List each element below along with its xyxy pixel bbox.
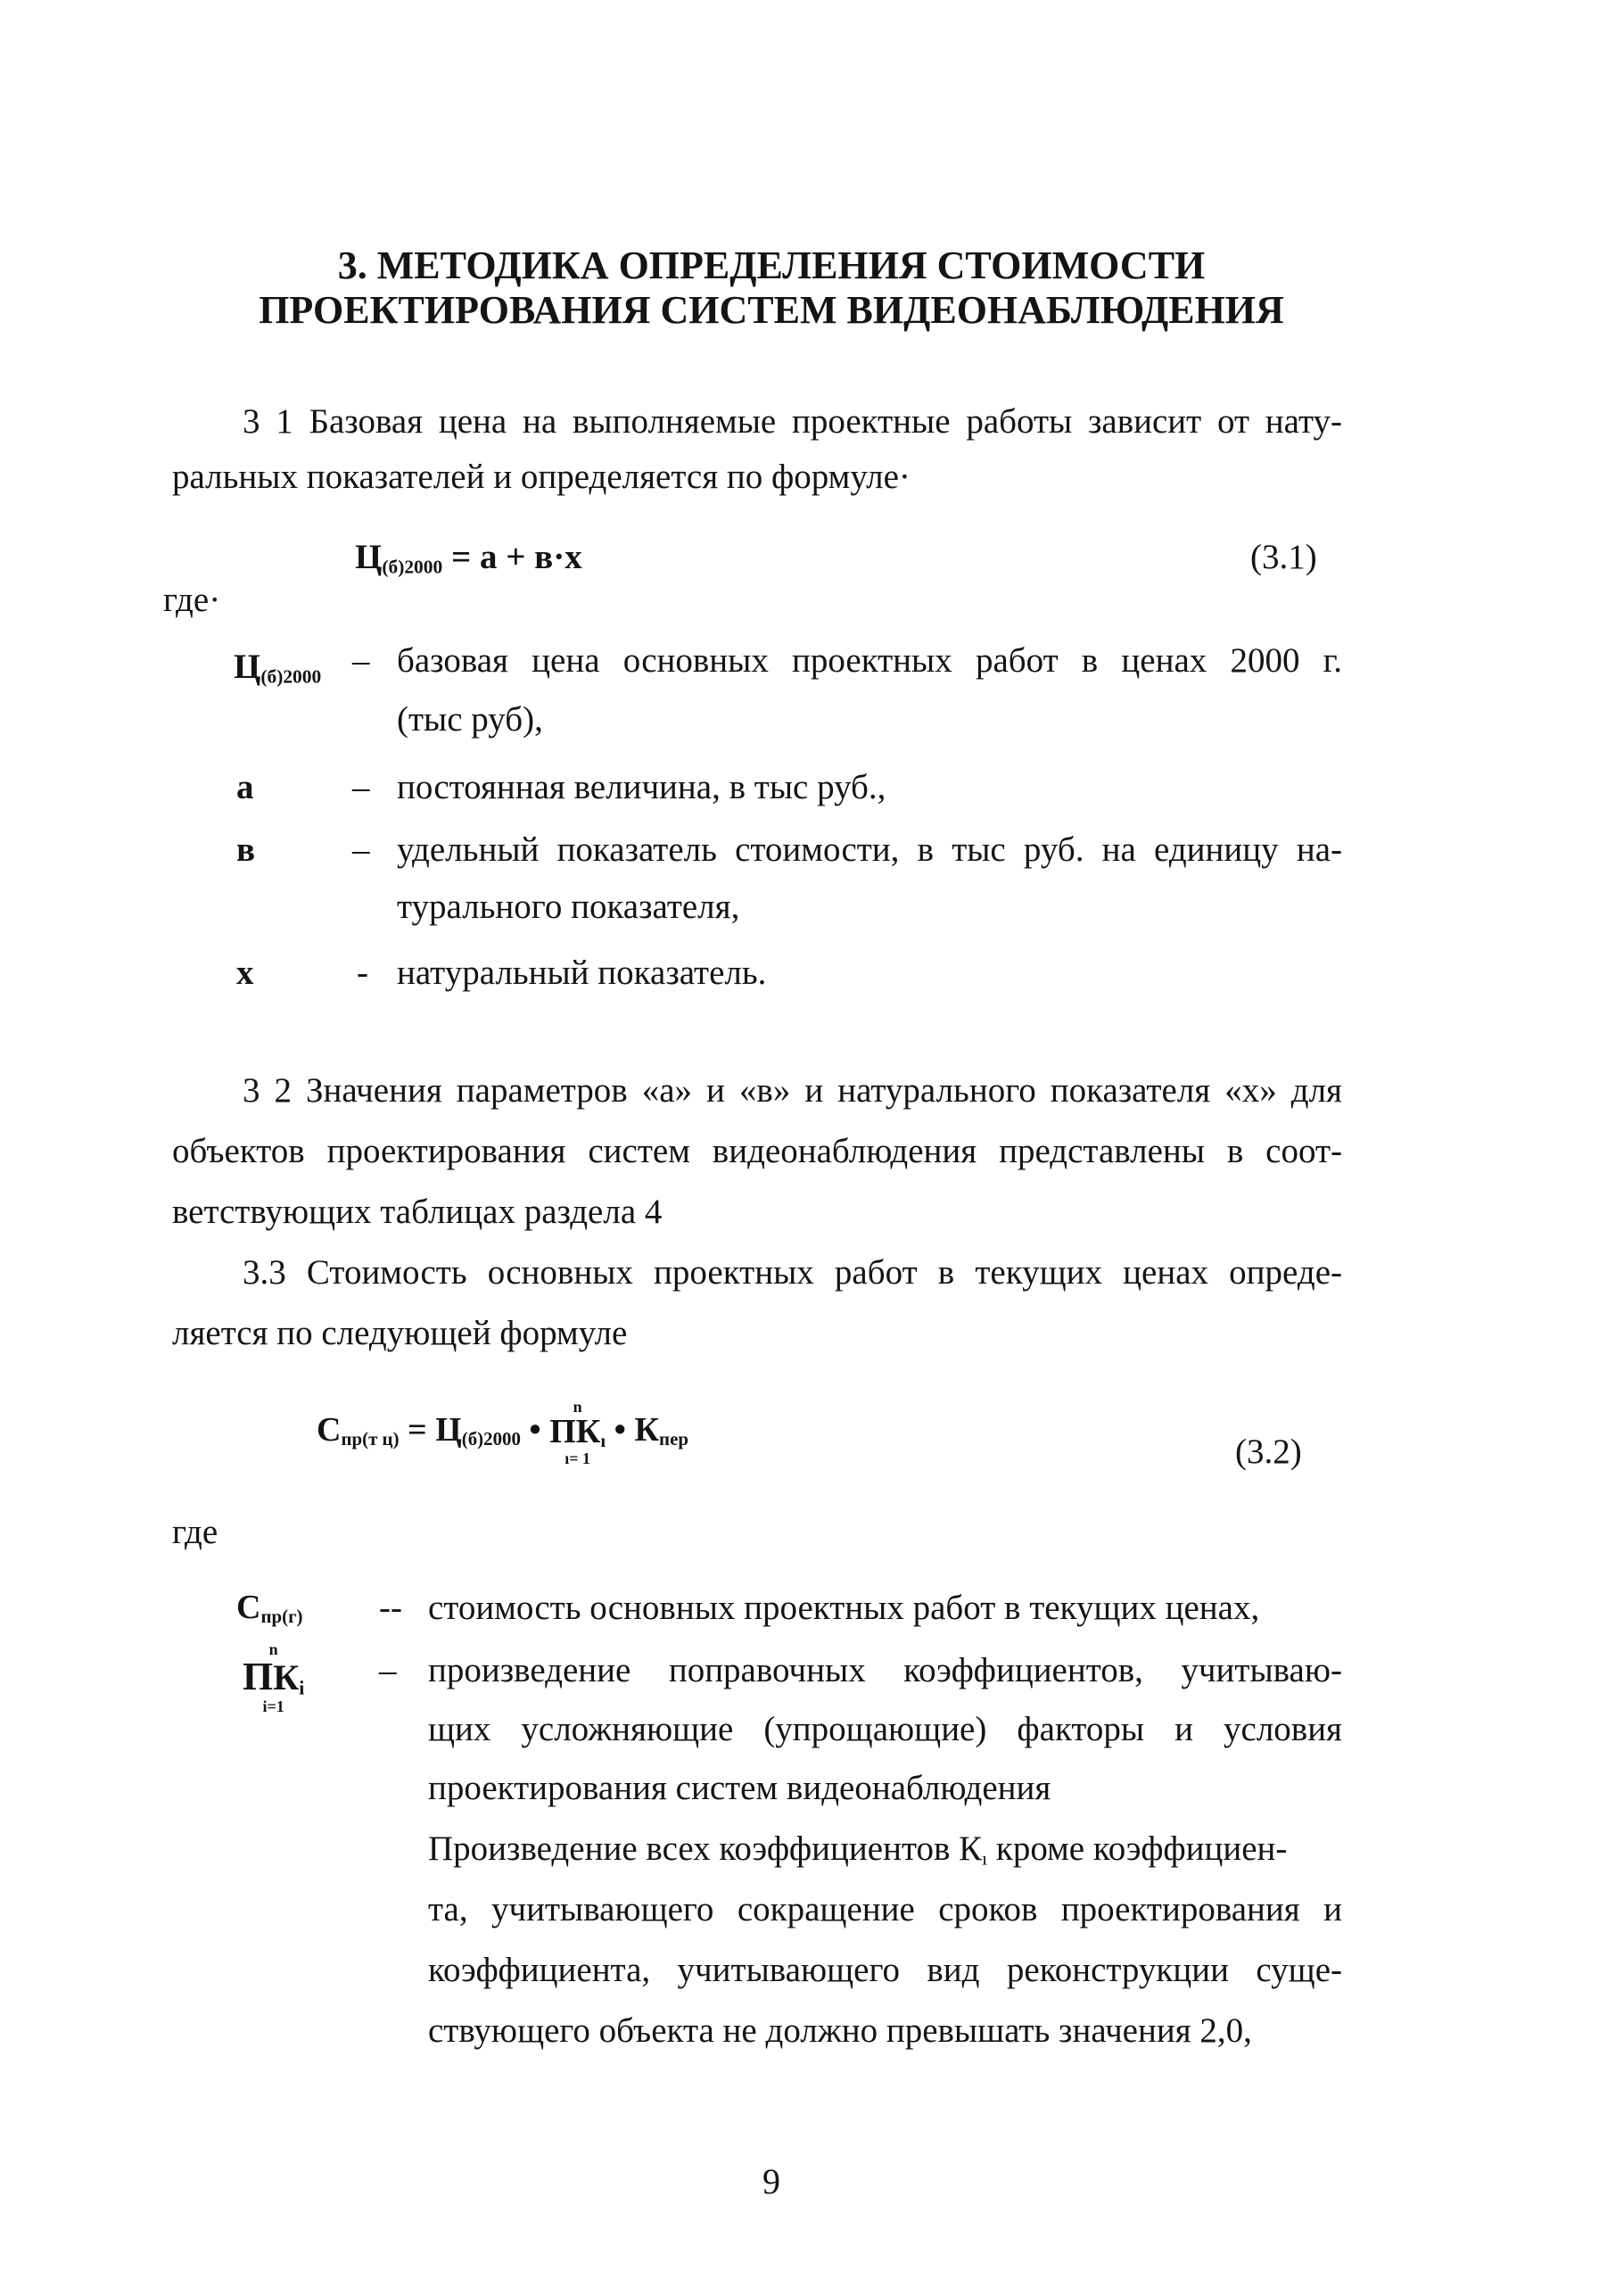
formula-3-2-dot-1: • <box>520 1410 550 1449</box>
formula-3-2-price-sub: (б)2000 <box>461 1428 521 1449</box>
note-line-1-k-sub: ı <box>982 1847 988 1870</box>
p31-line-2: ральных показателей и определяется по формуле· <box>172 458 911 496</box>
p31-line-1: 3 1 Базовая цена на выполняемые проектные работы зависит от нату- <box>243 402 1342 441</box>
def-symbol-price-letter: Ц <box>234 648 261 686</box>
p33-line-2: ляется по следующей формуле <box>172 1314 628 1352</box>
def2-product <box>243 1641 304 1714</box>
p33-line-1: 3.3 Стоимость основных проектных работ в текущих ценах опреде- <box>243 1253 1342 1292</box>
formula-3-2 <box>317 1399 688 1466</box>
formula-3-2-dot-2: • <box>606 1410 635 1449</box>
def2-symbol-cost <box>236 1588 303 1628</box>
formula-3-1-rhs: = а + в·х <box>442 538 582 576</box>
formula-3-2-number: (3.2) <box>1235 1433 1302 1471</box>
def-text-price-line-1: базовая цена основных проектных работ в ценах 2000 г. <box>397 641 1342 680</box>
where-label-1: где· <box>163 581 221 619</box>
def-text-v-line-2: турального показателя, <box>397 888 740 926</box>
p32-line-2: объектов проектирования систем видеонаблюдения представлены в соот- <box>172 1132 1342 1170</box>
formula-3-1 <box>355 537 582 578</box>
formula-3-2-product-symbol: ПК <box>549 1413 601 1450</box>
formula-3-2-k: К <box>634 1410 660 1449</box>
formula-3-2-k-sub: пер <box>659 1428 688 1449</box>
def-text-x: натуральный показатель. <box>397 954 767 992</box>
def2-symbol-cost-letter: С <box>236 1589 261 1626</box>
def2-product-k-sub: i <box>299 1676 305 1699</box>
def-symbol-x: х <box>236 954 254 992</box>
section-title-line-1: 3. МЕТОДИКА ОПРЕДЕЛЕНИЯ СТОИМОСТИ <box>337 244 1206 287</box>
formula-3-1-subscript: (б)2000 <box>382 556 443 578</box>
formula-3-2-eq: = <box>399 1410 436 1449</box>
note-line-1-tail: кроме коэффициен- <box>987 1829 1288 1868</box>
def-symbol-a: а <box>236 768 254 806</box>
note-line-1 <box>428 1829 1287 1870</box>
section-title-line-2: ПРОЕКТИРОВАНИЯ СИСТЕМ ВИДЕОНАБЛЮДЕНИЯ <box>259 288 1284 332</box>
def-symbol-v: в <box>236 830 256 869</box>
def2-text-product-line-1: произведение поправочных коэффициентов, учитываю- <box>428 1651 1342 1689</box>
formula-3-2-upper-limit: n <box>573 1398 582 1416</box>
def-dash-v: – <box>352 830 370 869</box>
formula-3-2-product-sub: ı <box>600 1430 606 1452</box>
def2-text-cost: стоимость основных проектных работ в текущих ценах, <box>428 1589 1260 1627</box>
def2-product-k: К <box>273 1657 300 1697</box>
formula-3-2-c-sub: пр(т ц) <box>341 1428 400 1449</box>
def-dash-price: – <box>352 641 370 680</box>
formula-3-2-product <box>549 1399 606 1466</box>
def-text-a: постоянная величина, в тыс руб., <box>397 768 886 806</box>
def2-product-symbol: П <box>243 1655 274 1698</box>
formula-3-2-lower-limit: ı= 1 <box>565 1449 591 1468</box>
note-line-2: та, учитывающего сокращение сроков проектирования и <box>428 1890 1342 1928</box>
formula-3-2-price: Ц <box>435 1410 462 1449</box>
def2-text-product-line-2: щих усложняющие (упрощающие) факторы и условия <box>428 1710 1342 1748</box>
page-number: 9 <box>762 2161 780 2201</box>
where-label-2: где <box>172 1513 218 1551</box>
def2-dash-cost: -- <box>379 1589 402 1627</box>
def-symbol-price <box>234 647 321 688</box>
note-line-4: ствующего объекта не должно превышать значения 2,0, <box>428 2011 1252 2050</box>
def-symbol-price-subscript: (б)2000 <box>260 665 322 688</box>
def2-symbol-cost-sub: пр(г) <box>260 1606 303 1628</box>
formula-3-2-c: С <box>317 1410 342 1449</box>
note-line-3: коэффициента, учитывающего вид реконструкции суще- <box>428 1951 1342 1989</box>
p32-line-3: ветствующих таблицах раздела 4 <box>172 1193 663 1231</box>
def2-product-upper: n <box>268 1640 278 1658</box>
p32-line-1: 3 2 Значения параметров «а» и «в» и натурального показателя «х» для <box>243 1071 1342 1110</box>
formula-3-1-symbol: Ц <box>355 538 383 576</box>
def2-product-lower: i=1 <box>262 1697 284 1715</box>
formula-3-1-number: (3.1) <box>1250 538 1317 576</box>
def-text-v-line-1: удельный показатель стоимости, в тыс руб. на единицу на- <box>397 830 1342 869</box>
def2-symbol-product <box>243 1641 304 1714</box>
def-dash-x: - <box>357 954 368 992</box>
def-dash-a: – <box>352 768 370 806</box>
def-text-price-line-2: (тыс руб), <box>397 700 543 739</box>
note-line-1-head: Произведение всех коэффициентов К <box>428 1829 983 1868</box>
def2-dash-product: – <box>379 1651 397 1689</box>
def2-text-product-line-3: проектирования систем видеонаблюдения <box>428 1769 1051 1807</box>
